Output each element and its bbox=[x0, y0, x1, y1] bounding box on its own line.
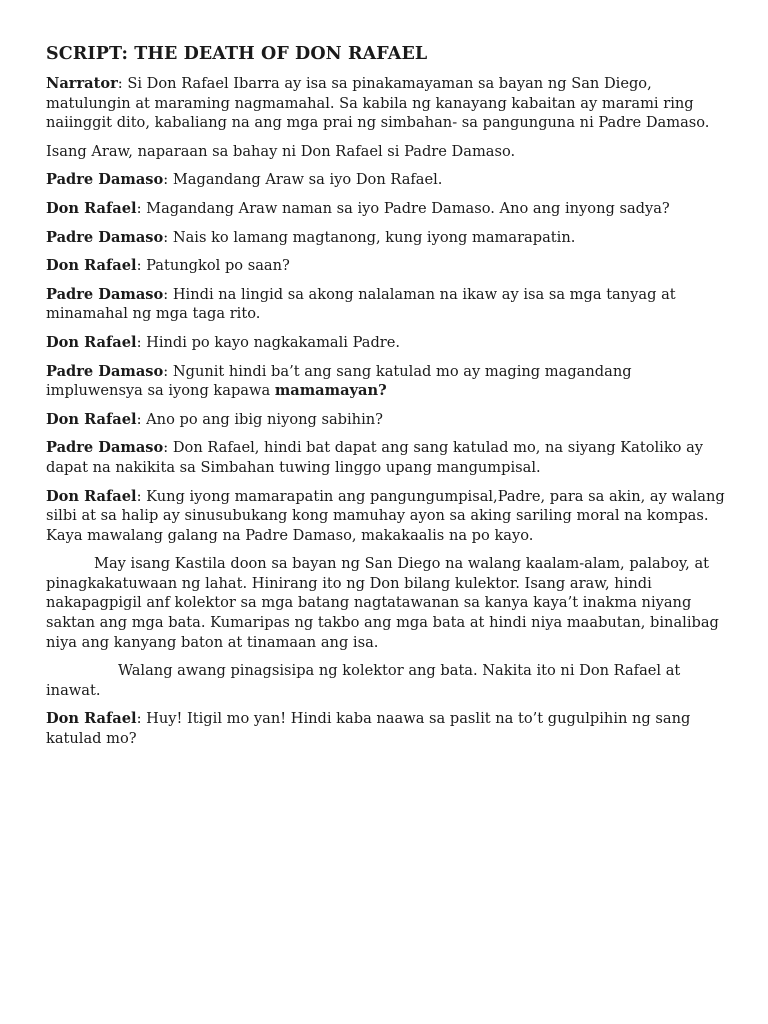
dialogue-line: Padre Damaso: Ngunit hindi ba’t ang sang katulad mo ay maging magandang impluwensya sa iyong kapawa mamamayan? bbox=[46, 362, 632, 400]
dialogue-text: Huy! Itigil mo yan! Hindi kaba naawa sa paslit na to’t gugulpihin ng sang katulad mo? bbox=[46, 710, 691, 748]
dialogue-text: Hindi na lingid sa akong nalalaman na ikaw ay isa sa mga tanyag at minamahal ng mga taga rito. bbox=[46, 285, 676, 323]
speaker-name: Don Rafael bbox=[46, 199, 137, 217]
speaker-name: Don Rafael bbox=[46, 333, 137, 351]
speaker-name: Narrator bbox=[46, 75, 118, 92]
dialogue-line: Padre Damaso: Magandang Araw sa iyo Don Rafael. bbox=[46, 171, 443, 189]
speaker-name: Padre Damaso bbox=[46, 439, 164, 457]
dialogue-line: Don Rafael: Patungkol po saan? bbox=[46, 257, 290, 275]
dialogue-line: Don Rafael: Kung iyong mamarapatin ang pangungumpisal,Padre, para sa akin, ay walang silbi at sa halip ay sinusubukang kong mamuhay ayon sa aking sariling moral na kompas. Kaya mawalang galang na Padre Damaso, makakaalis na po kayo. bbox=[46, 487, 725, 544]
dialogue-text: Don Rafael, hindi bat dapat ang sang katulad mo, na siyang Katoliko ay dapat na nakikita sa Simbahan tuwing linggo upang mangumpisal. bbox=[46, 439, 704, 476]
narration-paragraph: May isang Kastila doon sa bayan ng San Diego na walang kaalam-alam, palaboy, at pinagkakatuwaan ng lahat. Hinirang ito ng Don bilang kulektor. Isang araw, hindi nakapagpigil anf kolektor sa mga batang nagtatawanan sa kanya kaya’t inakma niyang saktan ang mga bata. Kumaripas ng takbo ang mga bata at hindi niya maabutan, binalibag niya ang kanyang baton at tinamaan ang isa. bbox=[46, 555, 719, 651]
dialogue-line: Padre Damaso: Nais ko lamang magtanong, kung iyong mamarapatin. bbox=[46, 228, 576, 246]
narration-paragraph: Isang Araw, naparaan sa bahay ni Don Rafael si Padre Damaso. bbox=[46, 142, 516, 160]
dialogue-line: Padre Damaso: Hindi na lingid sa akong nalalaman na ikaw ay isa sa mga tanyag at minamahal ng mga taga rito. bbox=[46, 285, 676, 323]
script-title: SCRIPT: THE DEATH OF DON RAFAEL bbox=[46, 44, 428, 64]
dialogue-text: Hindi po kayo nagkakamali Padre. bbox=[146, 333, 401, 351]
dialogue-text: Nais ko lamang magtanong, kung iyong mamarapatin. bbox=[172, 228, 576, 246]
dialogue-text: Si Don Rafael Ibarra ay isa sa pinakamayaman sa bayan ng San Diego, matulungin at maraming nagmamahal. Sa kabila ng kanayang kabaitan ay marami ring naiinggit dito, kabaliang na ang mga prai ng simbahan- sa pangunguna ni Padre Damaso. bbox=[46, 75, 710, 132]
speaker-name: Padre Damaso bbox=[46, 362, 164, 380]
dialogue-line: Don Rafael: Ano po ang ibig niyong sabihin? bbox=[46, 410, 383, 428]
speaker-name: Padre Damaso bbox=[46, 228, 164, 246]
speaker-name: Don Rafael bbox=[46, 257, 137, 275]
dialogue-text: Ano po ang ibig niyong sabihin? bbox=[146, 410, 383, 428]
speaker-name: Padre Damaso bbox=[46, 285, 164, 303]
speaker-name: Padre Damaso bbox=[46, 171, 164, 189]
narration-paragraph: Walang awang pinagsisipa ng kolektor ang bata. Nakita ito ni Don Rafael at inawat. bbox=[46, 662, 681, 699]
dialogue-line: Don Rafael: Huy! Itigil mo yan! Hindi kaba naawa sa paslit na to’t gugulpihin ng sang katulad mo? bbox=[46, 710, 691, 748]
dialogue-line: Padre Damaso: Don Rafael, hindi bat dapat ang sang katulad mo, na siyang Katoliko ay dapat na nakikita sa Simbahan tuwing linggo upang mangumpisal. bbox=[46, 439, 704, 476]
dialogue-text: Patungkol po saan? bbox=[146, 257, 290, 275]
dialogue-text: Magandang Araw naman sa iyo Padre Damaso. Ano ang inyong sadya? bbox=[146, 199, 670, 217]
emphasized-word: mamamayan? bbox=[274, 382, 387, 400]
speaker-name: Don Rafael bbox=[46, 410, 137, 428]
speaker-name: Don Rafael bbox=[46, 710, 137, 728]
speaker-name: Don Rafael bbox=[46, 487, 137, 505]
dialogue-line: Don Rafael: Magandang Araw naman sa iyo Padre Damaso. Ano ang inyong sadya? bbox=[46, 199, 670, 217]
dialogue-line: Don Rafael: Hindi po kayo nagkakamali Padre. bbox=[46, 333, 401, 351]
narrator-line: Narrator: Si Don Rafael Ibarra ay isa sa pinakamayaman sa bayan ng San Diego, matulungin at maraming nagmamahal. Sa kabila ng kanayang kabaitan ay marami ring naiinggit dito, kabaliang na ang mga prai ng simbahan- sa pangunguna ni Padre Damaso. bbox=[46, 75, 710, 132]
dialogue-text: Magandang Araw sa iyo Don Rafael. bbox=[172, 171, 443, 189]
dialogue-text: Kung iyong mamarapatin ang pangungumpisal,Padre, para sa akin, ay walang silbi at sa halip ay sinusubukang kong mamuhay ayon sa aking sariling moral na kompas. Kaya mawalang galang na Padre Damaso, makakaalis na po kayo. bbox=[46, 487, 725, 544]
dialogue-text: Ngunit hindi ba’t ang sang katulad mo ay maging magandang impluwensya sa iyong kapawa bbox=[46, 362, 632, 400]
